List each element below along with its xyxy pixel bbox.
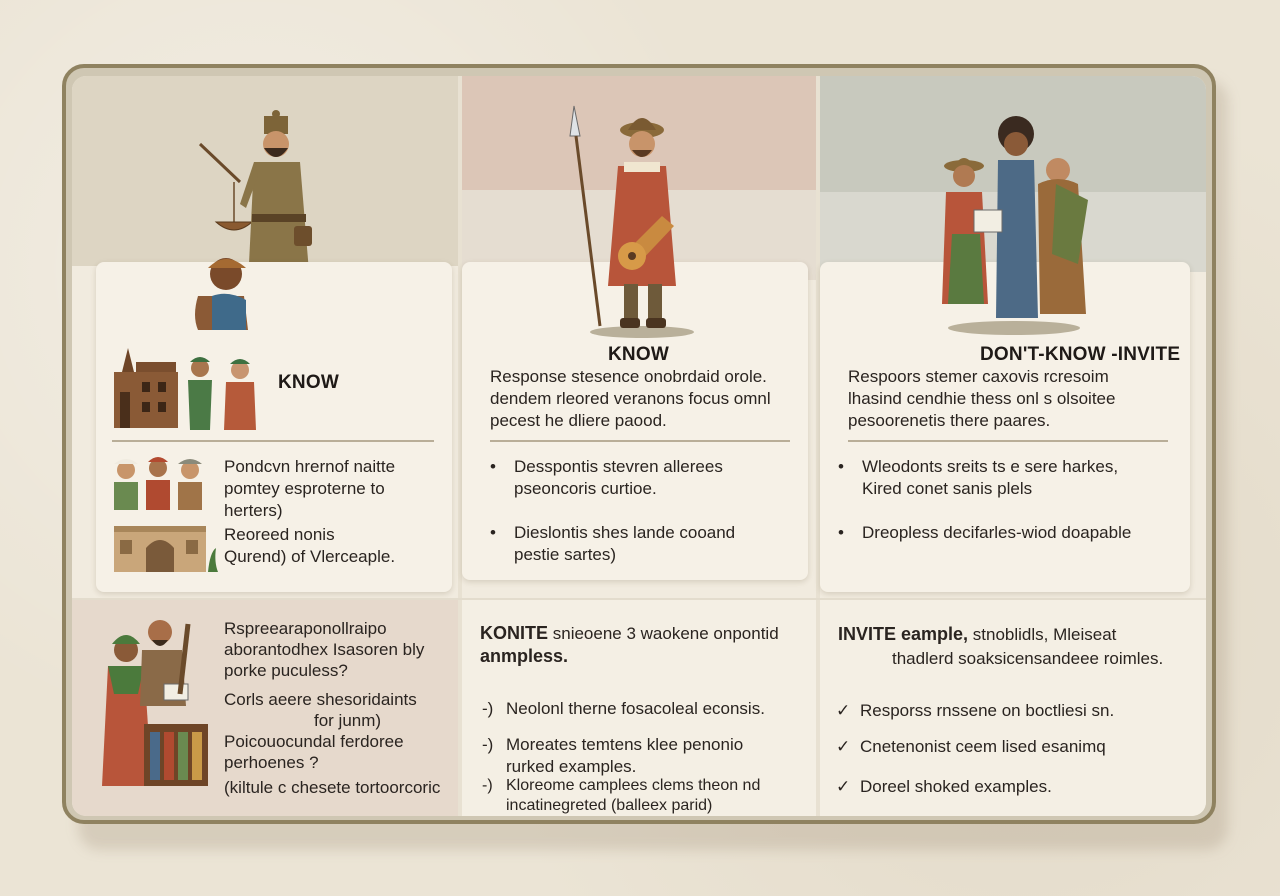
text-line: pseoncoris curtioe. (514, 479, 657, 498)
market-gate-icon (110, 518, 218, 574)
text-line: (kiltule c chesete tortoorcoric (224, 778, 441, 797)
bottom-panel-left (72, 600, 458, 816)
intro-text (848, 366, 1115, 432)
panel-grid (72, 76, 1206, 816)
text-line: aborantodhex Isasoren bly (224, 640, 425, 659)
bottom-heading-lead: INVITE eample, (838, 624, 969, 644)
bullet-marker: • (838, 523, 844, 542)
text-line: Neolonl therne fosacoleal econsis. (506, 699, 765, 718)
bullet-marker: • (838, 457, 844, 476)
bottom-heading-line: thadlerd soaksicensandeee roimles. (892, 649, 1164, 668)
building-icon (110, 344, 182, 430)
text-line: Corls aeere shesoridaints (224, 690, 417, 709)
villagers-icon (182, 352, 264, 432)
divider (848, 440, 1168, 442)
bullet-marker: -) (482, 777, 493, 794)
text-line: Doreel shoked examples. (860, 777, 1052, 796)
text-line: Desspontis stevren allerees (514, 457, 723, 476)
text-line: Reoreed nonis (224, 525, 335, 544)
text-line: porke puculess? (224, 661, 348, 680)
bottom-heading (838, 622, 1163, 671)
bottom-panel-right (820, 600, 1206, 816)
check-icon: ✓ (836, 737, 851, 756)
bottom-text (224, 618, 440, 798)
text-line: pesoorenetis there paares. (848, 411, 1051, 430)
seated-listener-illustration (188, 246, 258, 332)
text-line: Qurend) of Vlerceaple. (224, 547, 396, 566)
traveler-with-spear-and-lute-illustration (566, 106, 706, 342)
text-line: Dieslontis shes lande cooand (514, 523, 736, 542)
column-heading: KNOW (608, 344, 669, 365)
text-line: Resporss rnssene on boctliesi sn. (860, 701, 1115, 720)
text-line: lhasind cendhie thess onl s olsoitee (848, 389, 1116, 408)
row-divider (72, 598, 1206, 600)
text-line: Dreopless decifarles-wiod doapable (862, 523, 1132, 542)
text-line: Kloreome camplees clems theon nd (506, 777, 761, 794)
bullet-marker: -) (482, 735, 494, 754)
column-heading: KNOW (278, 372, 339, 393)
column-heading: DON'T-KNOW -INVITE (980, 344, 1181, 365)
bottom-heading-rest: snieoene 3 waokene onpontid (552, 624, 779, 643)
bottom-heading-line: anmpless. (480, 646, 569, 666)
text-line: Response stesence onobrdaid orole. (490, 367, 767, 386)
row-text (224, 524, 395, 568)
text-line: for junm) (314, 711, 382, 730)
text-line: Poicouocundal ferdoree (224, 732, 404, 751)
text-line: dendem rleored veranons focus omnl (490, 389, 771, 408)
bullet-marker: • (490, 457, 496, 476)
text-line: herters) (224, 501, 283, 520)
bottom-heading-lead: KONITE (480, 623, 549, 643)
bottom-panel-middle (462, 600, 816, 816)
check-icon: ✓ (836, 777, 851, 796)
bottom-heading (480, 622, 779, 667)
intro-text (490, 366, 771, 432)
text-line: perhoenes ? (224, 753, 319, 772)
text-line: Pondcvn hrernof naitte (224, 457, 396, 476)
text-line: pecest he dliere paood. (490, 411, 667, 430)
text-line: incatinegreted (balleex parid) (506, 797, 713, 814)
text-line: pestie sartes) (514, 545, 617, 564)
bottom-heading-rest: stnoblidls, Mleiseat (972, 625, 1117, 644)
group-reading-letter-illustration (938, 114, 1088, 338)
row-text (224, 456, 395, 522)
divider (112, 440, 434, 442)
bullet-marker: • (490, 523, 496, 542)
text-line: Cnetenonist ceem lised esanimq (860, 737, 1106, 756)
divider (490, 440, 790, 442)
villagers-icon (110, 454, 210, 512)
text-line: Kired conet sanis plels (862, 479, 1033, 498)
check-icon: ✓ (836, 701, 851, 720)
text-line: Moreates temtens klee penonio (506, 735, 744, 754)
text-line: pomtey esproterne to (224, 479, 385, 498)
text-line: Wleodonts sreits ts e sere harkes, (862, 457, 1119, 476)
text-line: Rspreearaponollraipo (224, 619, 387, 638)
text-line: rurked examples. (506, 757, 637, 776)
teacher-with-scroll-illustration (98, 614, 212, 790)
bullet-marker: -) (482, 699, 494, 718)
text-line: Respoors stemer caxovis rcresoim (848, 367, 1109, 386)
